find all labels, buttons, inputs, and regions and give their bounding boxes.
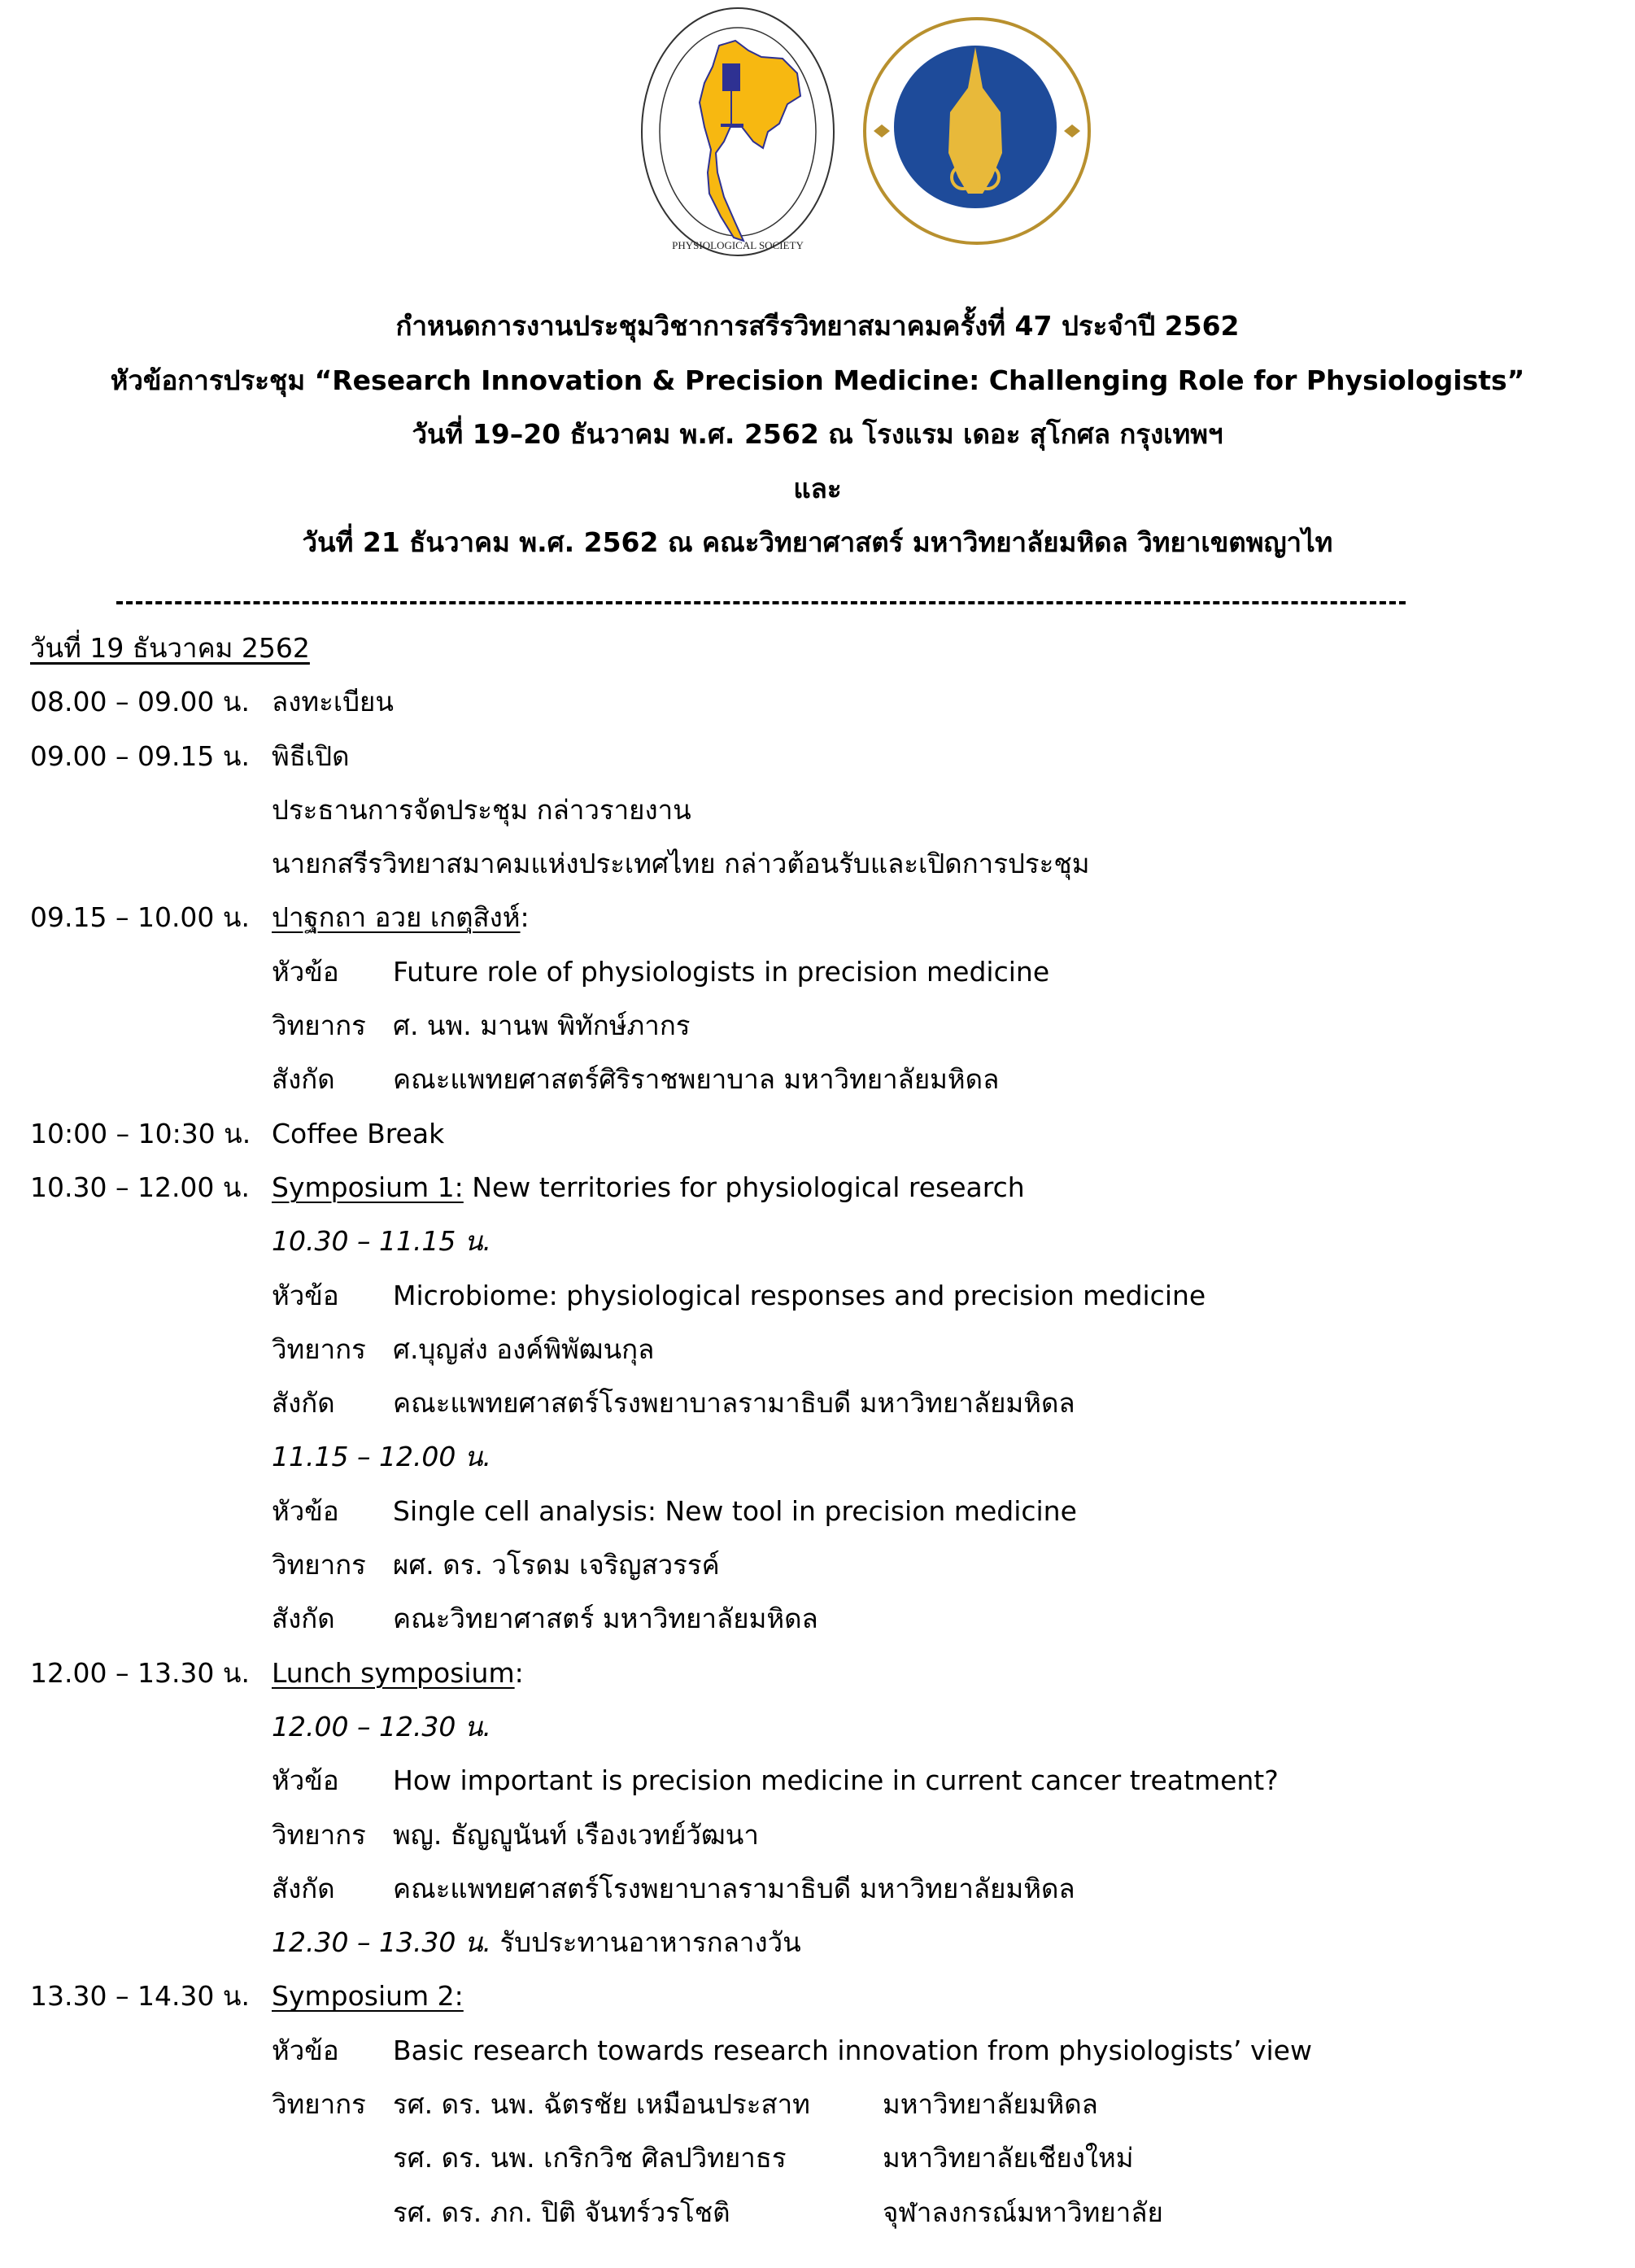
schedule-row <box>30 1053 1616 1106</box>
activity: ลงทะเบียน <box>272 686 394 718</box>
time-slot: 09.15 – 10.00 น. <box>30 901 250 934</box>
topic-label: หัวข้อ <box>272 1279 339 1311</box>
session-title-suffix: : <box>514 1656 524 1689</box>
sub-time-activity <box>272 1916 801 1969</box>
schedule-row <box>30 1323 1616 1376</box>
day-title: วันที่ 19 ธันวาคม 2562 <box>30 632 310 664</box>
speaker-value: รศ. ดร. ภก. ปิติ จันทร์วรโชติ <box>393 2196 730 2228</box>
schedule-row <box>30 1592 1616 1646</box>
conference-theme: หัวข้อการประชุม “Research Innovation & Precision Medicine: Challenging Role for Physiologists” <box>110 364 1525 396</box>
activity: รับประทานอาหารกลางวัน <box>490 1926 801 1959</box>
affiliation-label: สังกัด <box>272 1063 335 1096</box>
session-title-suffix: : <box>520 901 530 934</box>
time-slot: 10.30 – 12.00 น. <box>30 1171 250 1203</box>
topic-label: หัวข้อ <box>272 1494 339 1527</box>
schedule-row <box>30 891 1616 944</box>
session-title: Symposium 1: <box>272 1171 464 1203</box>
schedule-row <box>30 1161 1616 1215</box>
dashed-divider <box>116 601 1406 604</box>
schedule-row <box>30 1269 1616 1323</box>
sub-time-slot: 12.00 – 12.30 น. <box>272 1710 491 1742</box>
schedule-row <box>30 1969 1616 2023</box>
speaker-affiliation: มหาวิทยาลัยมหิดล <box>883 2088 1098 2121</box>
affiliation-label: สังกัด <box>272 1387 335 1420</box>
schedule-row <box>30 1754 1616 1808</box>
schedule-row <box>30 1215 1616 1268</box>
day-title-row <box>30 622 1616 675</box>
affiliation-value: คณะวิทยาศาสตร์ มหาวิทยาลัยมหิดล <box>393 1603 818 1635</box>
speaker-value: รศ. ดร. นพ. ฉัตรชัย เหมือนประสาท <box>393 2088 810 2121</box>
speaker-label: วิทยากร <box>272 1818 366 1851</box>
speaker-label: วิทยากร <box>272 1332 366 1365</box>
speaker-value: พญ. ธัญญูนันท์ เรืองเวทย์วัฒนา <box>393 1818 759 1851</box>
schedule-row <box>30 945 1616 999</box>
schedule-row <box>30 1430 1616 1484</box>
conjunction-and: และ <box>793 472 842 504</box>
speaker-label: วิทยากร <box>272 1010 366 1042</box>
schedule-row <box>30 2078 1616 2131</box>
time-slot: 09.00 – 09.15 น. <box>30 739 250 772</box>
schedule-row <box>30 1808 1616 1862</box>
conference-title: กำหนดการงานประชุมวิชาการสรีรวิทยาสมาคมครั้งที่ 47 ประจำปี 2562 <box>395 310 1240 342</box>
activity: พิธีเปิด <box>272 739 350 772</box>
schedule-row <box>30 1376 1616 1430</box>
schedule-row <box>30 1485 1616 1538</box>
logo-left-text: PHYSIOLOGICAL SOCIETY <box>672 239 804 251</box>
logo-header <box>0 0 1635 268</box>
schedule-row <box>30 1862 1616 1916</box>
document-header <box>0 299 1635 570</box>
schedule-row <box>30 675 1616 729</box>
sub-time-slot: 10.30 – 11.15 น. <box>272 1225 491 1258</box>
schedule-row <box>30 1646 1616 1700</box>
physiological-society-logo <box>639 5 836 259</box>
speaker-value: ศ. นพ. มานพ พิทักษ์ภากร <box>393 1010 691 1042</box>
topic-label: หัวข้อ <box>272 1764 339 1797</box>
speaker-label: วิทยากร <box>272 1549 366 1581</box>
schedule-row <box>30 2024 1616 2078</box>
schedule-row <box>30 1916 1616 1969</box>
session-subtitle: New territories for physiological research <box>463 1171 1025 1203</box>
topic-value: Single cell analysis: New tool in precision medicine <box>393 1494 1077 1527</box>
activity-detail: นายกสรีรวิทยาสมาคมแห่งประเทศไทย กล่าวต้อนรับและเปิดการประชุม <box>272 848 1090 880</box>
schedule-row <box>30 837 1616 891</box>
affiliation-value: คณะแพทยศาสตร์ศิริราชพยาบาล มหาวิทยาลัยมหิดล <box>393 1063 1000 1096</box>
affiliation-label: สังกัด <box>272 1872 335 1904</box>
time-slot: 12.00 – 13.30 น. <box>30 1656 250 1689</box>
session-title-wrap <box>272 1161 1025 1215</box>
speaker-affiliation: จุฬาลงกรณ์มหาวิทยาลัย <box>883 2196 1163 2228</box>
time-slot: 13.30 – 14.30 น. <box>30 1980 250 2013</box>
affiliation-label: สังกัด <box>272 1603 335 1635</box>
conference-dates-venue-2: วันที่ 21 ธันวาคม พ.ศ. 2562 ณ คณะวิทยาศาสตร์ มหาวิทยาลัยมหิดล วิทยาเขตพญาไท <box>302 526 1333 558</box>
schedule-row <box>30 2186 1616 2240</box>
session-title: ปาฐกถา อวย เกตุสิงห์ <box>272 901 521 934</box>
schedule-row <box>30 783 1616 837</box>
session-title: Symposium 2: <box>272 1980 464 2013</box>
sub-time-slot: 11.15 – 12.00 น. <box>272 1441 491 1473</box>
speaker-value: ศ.บุญส่ง องค์พิพัฒนกุล <box>393 1332 655 1365</box>
schedule-row <box>30 1107 1616 1161</box>
schedule-row <box>30 1700 1616 1754</box>
affiliation-value: คณะแพทยศาสตร์โรงพยาบาลรามาธิบดี มหาวิทยาลัยมหิดล <box>393 1872 1075 1904</box>
mahidol-university-logo <box>862 15 1092 247</box>
time-slot: 10:00 – 10:30 น. <box>30 1117 251 1149</box>
schedule <box>30 622 1616 2240</box>
session-title-wrap <box>272 1646 524 1700</box>
speaker-label: วิทยากร <box>272 2088 366 2121</box>
speaker-value: ผศ. ดร. วโรดม เจริญสวรรค์ <box>393 1549 720 1581</box>
topic-label: หัวข้อ <box>272 2034 339 2066</box>
time-slot: 08.00 – 09.00 น. <box>30 686 250 718</box>
schedule-row <box>30 730 1616 783</box>
conference-dates-venue-1: วันที่ 19–20 ธันวาคม พ.ศ. 2562 ณ โรงแรม เดอะ สุโกศล กรุงเทพฯ <box>412 418 1223 450</box>
schedule-row <box>30 1538 1616 1592</box>
schedule-row <box>30 2131 1616 2185</box>
speaker-affiliation: มหาวิทยาลัยเชียงใหม่ <box>883 2142 1134 2174</box>
sub-time-slot: 12.30 – 13.30 น. <box>272 1926 491 1959</box>
activity-detail: ประธานการจัดประชุม กล่าวรายงาน <box>272 793 691 826</box>
topic-value: Microbiome: physiological responses and precision medicine <box>393 1279 1206 1311</box>
topic-value: Basic research towards research innovation from physiologists’ view <box>393 2034 1312 2066</box>
affiliation-value: คณะแพทยศาสตร์โรงพยาบาลรามาธิบดี มหาวิทยาลัยมหิดล <box>393 1387 1075 1420</box>
session-title-wrap <box>272 891 530 944</box>
topic-value: Future role of physiologists in precision medicine <box>393 955 1050 988</box>
speaker-value: รศ. ดร. นพ. เกริกวิช ศิลปวิทยาธร <box>393 2142 787 2174</box>
topic-value: How important is precision medicine in current cancer treatment? <box>393 1764 1279 1797</box>
topic-label: หัวข้อ <box>272 955 339 988</box>
session-title: Lunch symposium <box>272 1656 515 1689</box>
schedule-row <box>30 999 1616 1053</box>
activity: Coffee Break <box>272 1117 445 1149</box>
